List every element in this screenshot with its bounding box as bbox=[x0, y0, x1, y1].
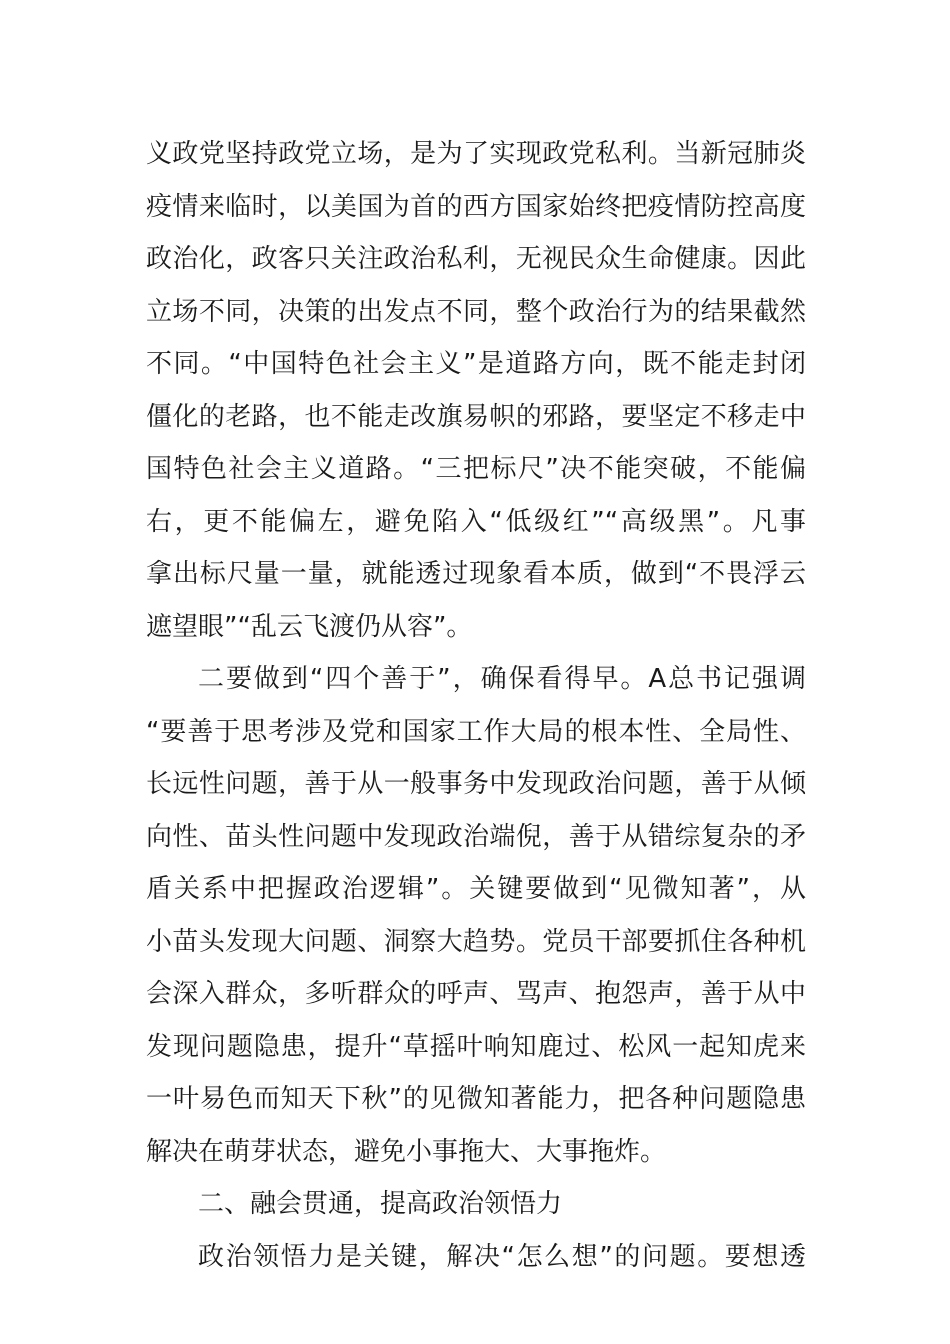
text-line: 一叶易色而知天下秋”的见微知著能力，把各种问题隐患 bbox=[146, 1084, 806, 1114]
text-line: “要善于思考涉及党和国家工作大局的根本性、全局性、 bbox=[146, 716, 806, 747]
text-line: 遮望眼”“乱云飞渡仍从容”。 bbox=[146, 611, 473, 642]
text-line: 右，更不能偏左，避免陷入“低级红”“高级黑”。凡事 bbox=[146, 506, 806, 537]
text-line: 疫情来临时，以美国为首的西方国家始终把疫情防控高度 bbox=[146, 191, 806, 222]
text-line: 解决在萌芽状态，避免小事拖大、大事拖炸。 bbox=[146, 1136, 667, 1167]
text-line: 小苗头发现大问题、洞察大趋势。党员干部要抓住各种机 bbox=[146, 926, 806, 957]
text-line: 义政党坚持政党立场，是为了实现政党私利。当新冠肺炎 bbox=[146, 139, 806, 169]
text-line: 拿出标尺量一量，就能透过现象看本质，做到“不畏浮云 bbox=[146, 559, 806, 589]
text-line: 政治领悟力是关键，解决“怎么想”的问题。要想透 bbox=[198, 1241, 806, 1272]
text-line: 二要做到“四个善于”，确保看得早。A总书记强调 bbox=[198, 664, 806, 694]
text-line: 会深入群众，多听群众的呼声、骂声、抱怨声，善于从中 bbox=[146, 979, 806, 1009]
text-line: 政治化，政客只关注政治私利，无视民众生命健康。因此 bbox=[146, 244, 806, 274]
text-line: 向性、苗头性问题中发现政治端倪，善于从错综复杂的矛 bbox=[146, 821, 806, 852]
text-line: 长远性问题，善于从一般事务中发现政治问题，善于从倾 bbox=[146, 769, 806, 799]
body-text bbox=[146, 128, 806, 1283]
text-line: 二、融会贯通，提高政治领悟力 bbox=[198, 1189, 563, 1219]
text-line: 立场不同，决策的出发点不同，整个政治行为的结果截然 bbox=[146, 296, 806, 327]
text-line: 盾关系中把握政治逻辑”。关键要做到“见微知著”，从 bbox=[146, 874, 806, 904]
text-line: 不同。“中国特色社会主义”是道路方向，既不能走封闭 bbox=[146, 349, 806, 379]
text-line: 僵化的老路，也不能走改旗易帜的邪路，要坚定不移走中 bbox=[146, 401, 806, 432]
text-line: 发现问题隐患，提升“草摇叶响知鹿过、松风一起知虎来 bbox=[146, 1031, 806, 1062]
text-line: 国特色社会主义道路。“三把标尺”决不能突破，不能偏 bbox=[146, 454, 806, 484]
